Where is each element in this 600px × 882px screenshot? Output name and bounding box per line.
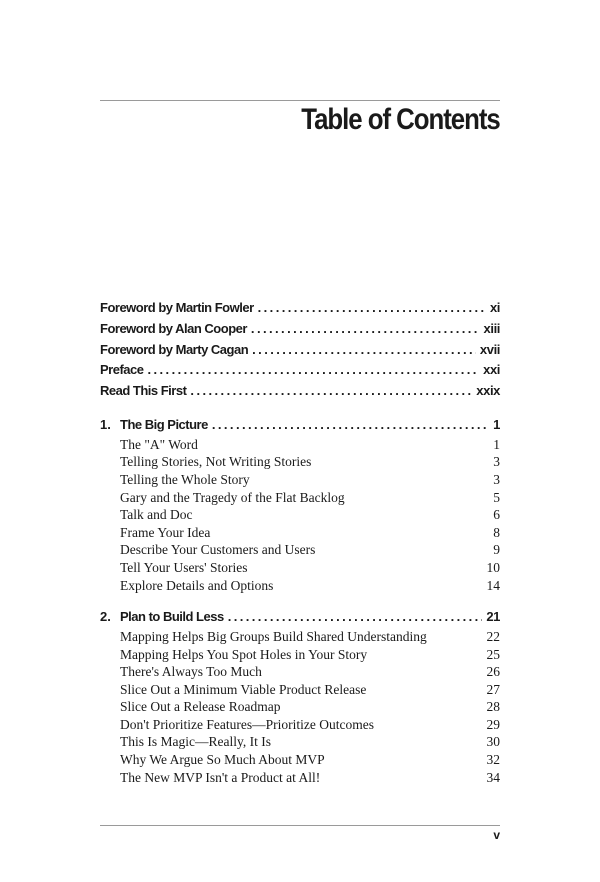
toc-entry[interactable]	[100, 340, 500, 361]
section-entry[interactable]	[100, 733, 500, 751]
toc-entry[interactable]	[100, 360, 500, 381]
section-page: 27	[486, 681, 500, 697]
chapter-number: 1.	[100, 416, 111, 432]
section-label: Mapping Helps Big Groups Build Shared Understanding	[120, 628, 427, 644]
section-page: 30	[486, 734, 500, 750]
section-page: 9	[493, 542, 500, 558]
section-page: 29	[486, 716, 500, 732]
section-label: Telling Stories, Not Writing Stories	[120, 454, 312, 470]
dot-leader	[147, 360, 479, 381]
chapter-number: 2.	[100, 609, 111, 625]
section-label: Frame Your Idea	[120, 524, 211, 540]
section-label: Telling the Whole Story	[120, 471, 250, 487]
section-page: 10	[486, 559, 500, 575]
chapter-page: 21	[486, 609, 500, 625]
section-label: There's Always Too Much	[120, 664, 262, 680]
section-page: 3	[493, 471, 500, 487]
section-label: The New MVP Isn't a Product at All!	[120, 769, 321, 785]
section-entry[interactable]	[100, 628, 500, 646]
section-entry[interactable]	[100, 646, 500, 664]
section-page: 1	[493, 436, 500, 452]
chapter-title: The Big Picture	[120, 416, 208, 432]
toc-entry[interactable]	[100, 381, 500, 402]
toc-entry-label: Foreword by Martin Fowler	[100, 300, 254, 315]
section-label: The "A" Word	[120, 436, 198, 452]
dot-leader	[252, 340, 476, 361]
page-number: v	[493, 828, 500, 842]
chapter-title: Plan to Build Less	[120, 609, 224, 625]
section-entry[interactable]	[100, 436, 500, 454]
section-page: 26	[486, 664, 500, 680]
section-page: 22	[486, 628, 500, 644]
section-label: Talk and Doc	[120, 507, 193, 523]
bottom-rule	[100, 825, 500, 826]
toc-entry-label: Foreword by Marty Cagan	[100, 341, 249, 357]
section-entry[interactable]	[100, 698, 500, 716]
section-page: 32	[486, 752, 500, 768]
section-entry[interactable]	[100, 471, 500, 489]
section-page: 6	[493, 507, 500, 523]
section-entry[interactable]	[100, 506, 500, 524]
dot-leader	[228, 607, 483, 628]
section-entry[interactable]	[100, 751, 500, 769]
section-label: Why We Argue So Much About MVP	[120, 752, 325, 768]
section-entry[interactable]	[100, 769, 500, 787]
section-page: 3	[493, 454, 500, 470]
section-page: 5	[493, 489, 500, 505]
toc-entry-page: xiii	[483, 320, 500, 336]
chapter-entry[interactable]	[100, 607, 500, 628]
section-entry[interactable]	[100, 559, 500, 577]
dot-leader	[258, 298, 486, 319]
section-label: Mapping Helps You Spot Holes in Your Story	[120, 646, 368, 662]
chapter-page: 1	[493, 416, 500, 432]
section-entry[interactable]	[100, 489, 500, 507]
section-label: Slice Out a Release Roadmap	[120, 699, 281, 715]
section-label: Describe Your Customers and Users	[120, 542, 316, 558]
section-label: Gary and the Tragedy of the Flat Backlog	[120, 489, 345, 505]
section-entry[interactable]	[100, 716, 500, 734]
page-title: Table of Contents	[301, 103, 500, 136]
toc-entry-page: xxix	[476, 383, 500, 399]
section-page: 25	[486, 646, 500, 662]
toc-entry-label: Preface	[100, 362, 144, 378]
section-entry[interactable]	[100, 524, 500, 542]
toc-entry-page: xxi	[483, 362, 500, 378]
section-label: Explore Details and Options	[120, 577, 274, 593]
section-entry[interactable]	[100, 577, 500, 595]
section-page: 34	[486, 769, 500, 785]
section-page: 28	[486, 699, 500, 715]
dot-leader	[190, 381, 472, 402]
toc-entry[interactable]	[100, 298, 500, 319]
section-label: Tell Your Users' Stories	[120, 559, 248, 575]
toc-entry-label: Foreword by Alan Cooper	[100, 320, 247, 336]
section-page: 14	[486, 577, 500, 593]
section-label: Don't Prioritize Features—Prioritize Outcomes	[120, 716, 375, 732]
section-entry[interactable]	[100, 541, 500, 559]
toc-entry[interactable]	[100, 319, 500, 340]
section-label: Slice Out a Minimum Viable Product Release	[120, 681, 367, 697]
toc-entry-page: xi	[489, 300, 500, 315]
section-page: 8	[493, 524, 500, 540]
section-entry[interactable]	[100, 681, 500, 699]
dot-leader	[212, 415, 489, 436]
section-entry[interactable]	[100, 663, 500, 681]
dot-leader	[251, 319, 480, 340]
toc-entry-page: xvii	[479, 341, 500, 357]
chapter-entry[interactable]	[100, 415, 500, 436]
section-entry[interactable]	[100, 453, 500, 471]
section-label: This Is Magic—Really, It Is	[120, 734, 271, 750]
toc-entry-label: Read This First	[100, 383, 187, 399]
table-of-contents	[100, 298, 500, 786]
